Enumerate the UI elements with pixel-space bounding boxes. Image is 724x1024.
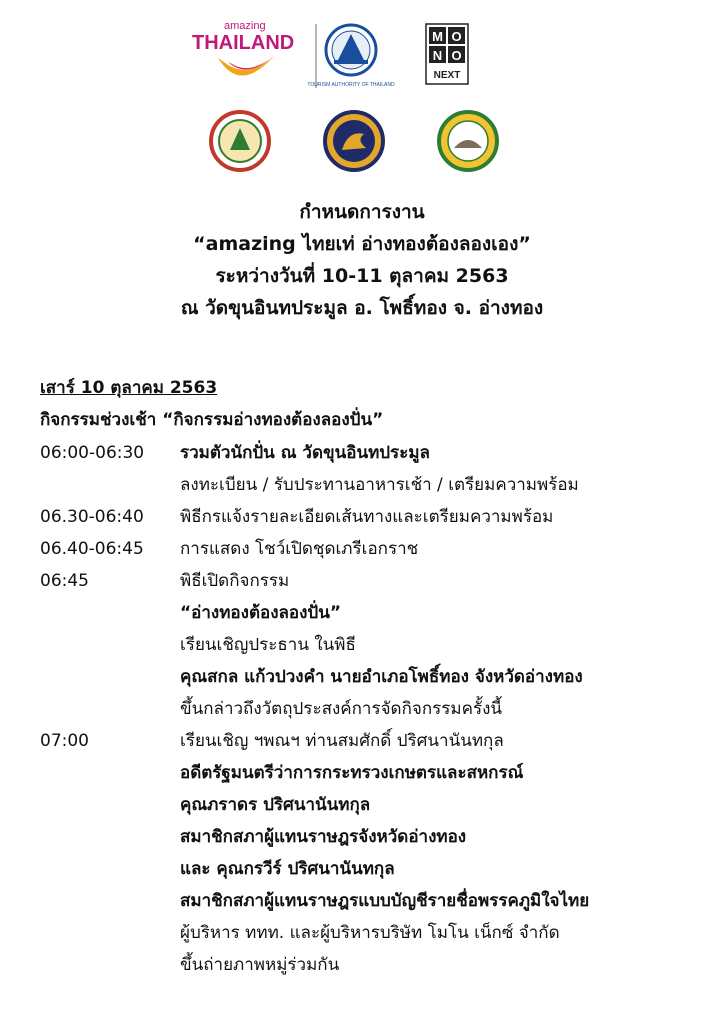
top-logos	[188, 16, 488, 92]
agenda-entry	[40, 533, 710, 565]
section-title: กิจกรรมช่วงเช้า “กิจกรรมอ่างทองต้องลองปั่น”	[40, 410, 384, 430]
entry-lines	[180, 565, 710, 725]
entry-line: ผู้บริหาร ททท. และผู้บริหารบริษัท โมโน เน็กซ์ จำกัด	[180, 923, 560, 943]
entry-line: ขึ้นกล่าวถึงวัตถุประสงค์การจัดกิจกรรมครั้งนี้	[180, 699, 503, 719]
entry-time: 06:45	[40, 571, 89, 591]
entry-line: คุณสกล แก้วปวงคำ นายอำเภอโพธิ์ทอง จังหวัดอ่างทอง	[180, 667, 583, 687]
entry-time: 06:00-06:30	[40, 443, 145, 463]
entry-line: เรียนเชิญประธาน ในพิธี	[180, 635, 356, 655]
entry-lines	[180, 533, 710, 565]
mono-next-text: NEXT	[433, 70, 461, 81]
amazing-thailand-logo-small: amazing	[224, 20, 266, 32]
entry-line: คุณภราดร ปริศนานันทกุล	[180, 795, 371, 815]
event-venue: ณ วัดขุนอินทประมูล อ. โพธิ์ทอง จ. อ่างทอง	[180, 297, 544, 319]
entry-line: “อ่างทองต้องลองปั่น”	[180, 603, 342, 623]
province-seal	[325, 112, 383, 170]
entry-lines	[180, 501, 710, 533]
entry-time: 06.40-06:45	[40, 539, 144, 559]
mono-letter-m: M	[432, 29, 443, 44]
agenda-entry	[40, 565, 710, 725]
entry-line: สมาชิกสภาผู้แทนราษฎรแบบบัญชีรายชื่อพรรคภูมิใจไทย	[180, 891, 590, 911]
entry-time: 07:00	[40, 731, 89, 751]
entry-line: และ คุณกรวีร์ ปริศนานันทกุล	[180, 859, 395, 879]
event-title: “amazing ไทยเท่ อ่างทองต้องลองเอง”	[193, 233, 531, 255]
mono-next-logo	[426, 24, 468, 84]
mono-letter-o: O	[451, 29, 462, 44]
entry-line: การแสดง โชว์เปิดชุดเภรีเอกราช	[180, 539, 419, 559]
event-dates: ระหว่างวันที่ 10-11 ตุลาคม 2563	[215, 265, 509, 287]
agenda	[40, 373, 710, 981]
district-seal	[211, 112, 269, 170]
agenda-entry	[40, 725, 710, 981]
entry-line: เรียนเชิญ ฯพณฯ ท่านสมศักดิ์ ปริศนานันทกุล	[180, 731, 504, 751]
tat-logo-caption: TOURISM AUTHORITY OF THAILAND	[307, 82, 395, 88]
tat-logo	[307, 25, 395, 88]
entry-lines	[180, 725, 710, 981]
day-title: เสาร์ 10 ตุลาคม 2563	[40, 378, 218, 398]
entry-line: ลงทะเบียน / รับประทานอาหารเช้า / เตรียมความพร้อม	[180, 475, 579, 495]
temple-seal	[439, 112, 497, 170]
entry-time: 06.30-06:40	[40, 507, 144, 527]
event-header	[0, 196, 724, 324]
agenda-entry	[40, 437, 710, 501]
entry-line: รวมตัวนักปั่น ณ วัดขุนอินทประมูล	[180, 443, 430, 463]
mono-letter-o2: O	[451, 48, 462, 63]
header-line-1: กำหนดการงาน	[299, 201, 425, 223]
entry-line: พิธีกรแจ้งรายละเอียดเส้นทางและเตรียมความพร้อม	[180, 507, 554, 527]
entry-line: พิธีเปิดกิจกรรม	[180, 571, 290, 591]
swoosh-icon	[218, 56, 274, 76]
entry-line: สมาชิกสภาผู้แทนราษฎรจังหวัดอ่างทอง	[180, 827, 467, 847]
amazing-thailand-logo-big: THAILAND	[192, 32, 295, 54]
entry-line: ขึ้นถ่ายภาพหมู่ร่วมกัน	[180, 955, 340, 975]
agenda-entry	[40, 501, 710, 533]
entry-line: อดีตรัฐมนตรีว่าการกระทรวงเกษตรและสหกรณ์	[180, 763, 524, 783]
entry-lines	[180, 437, 710, 501]
seals-row	[206, 108, 506, 174]
amazing-thailand-logo	[192, 20, 294, 76]
mono-letter-n: N	[432, 48, 443, 63]
